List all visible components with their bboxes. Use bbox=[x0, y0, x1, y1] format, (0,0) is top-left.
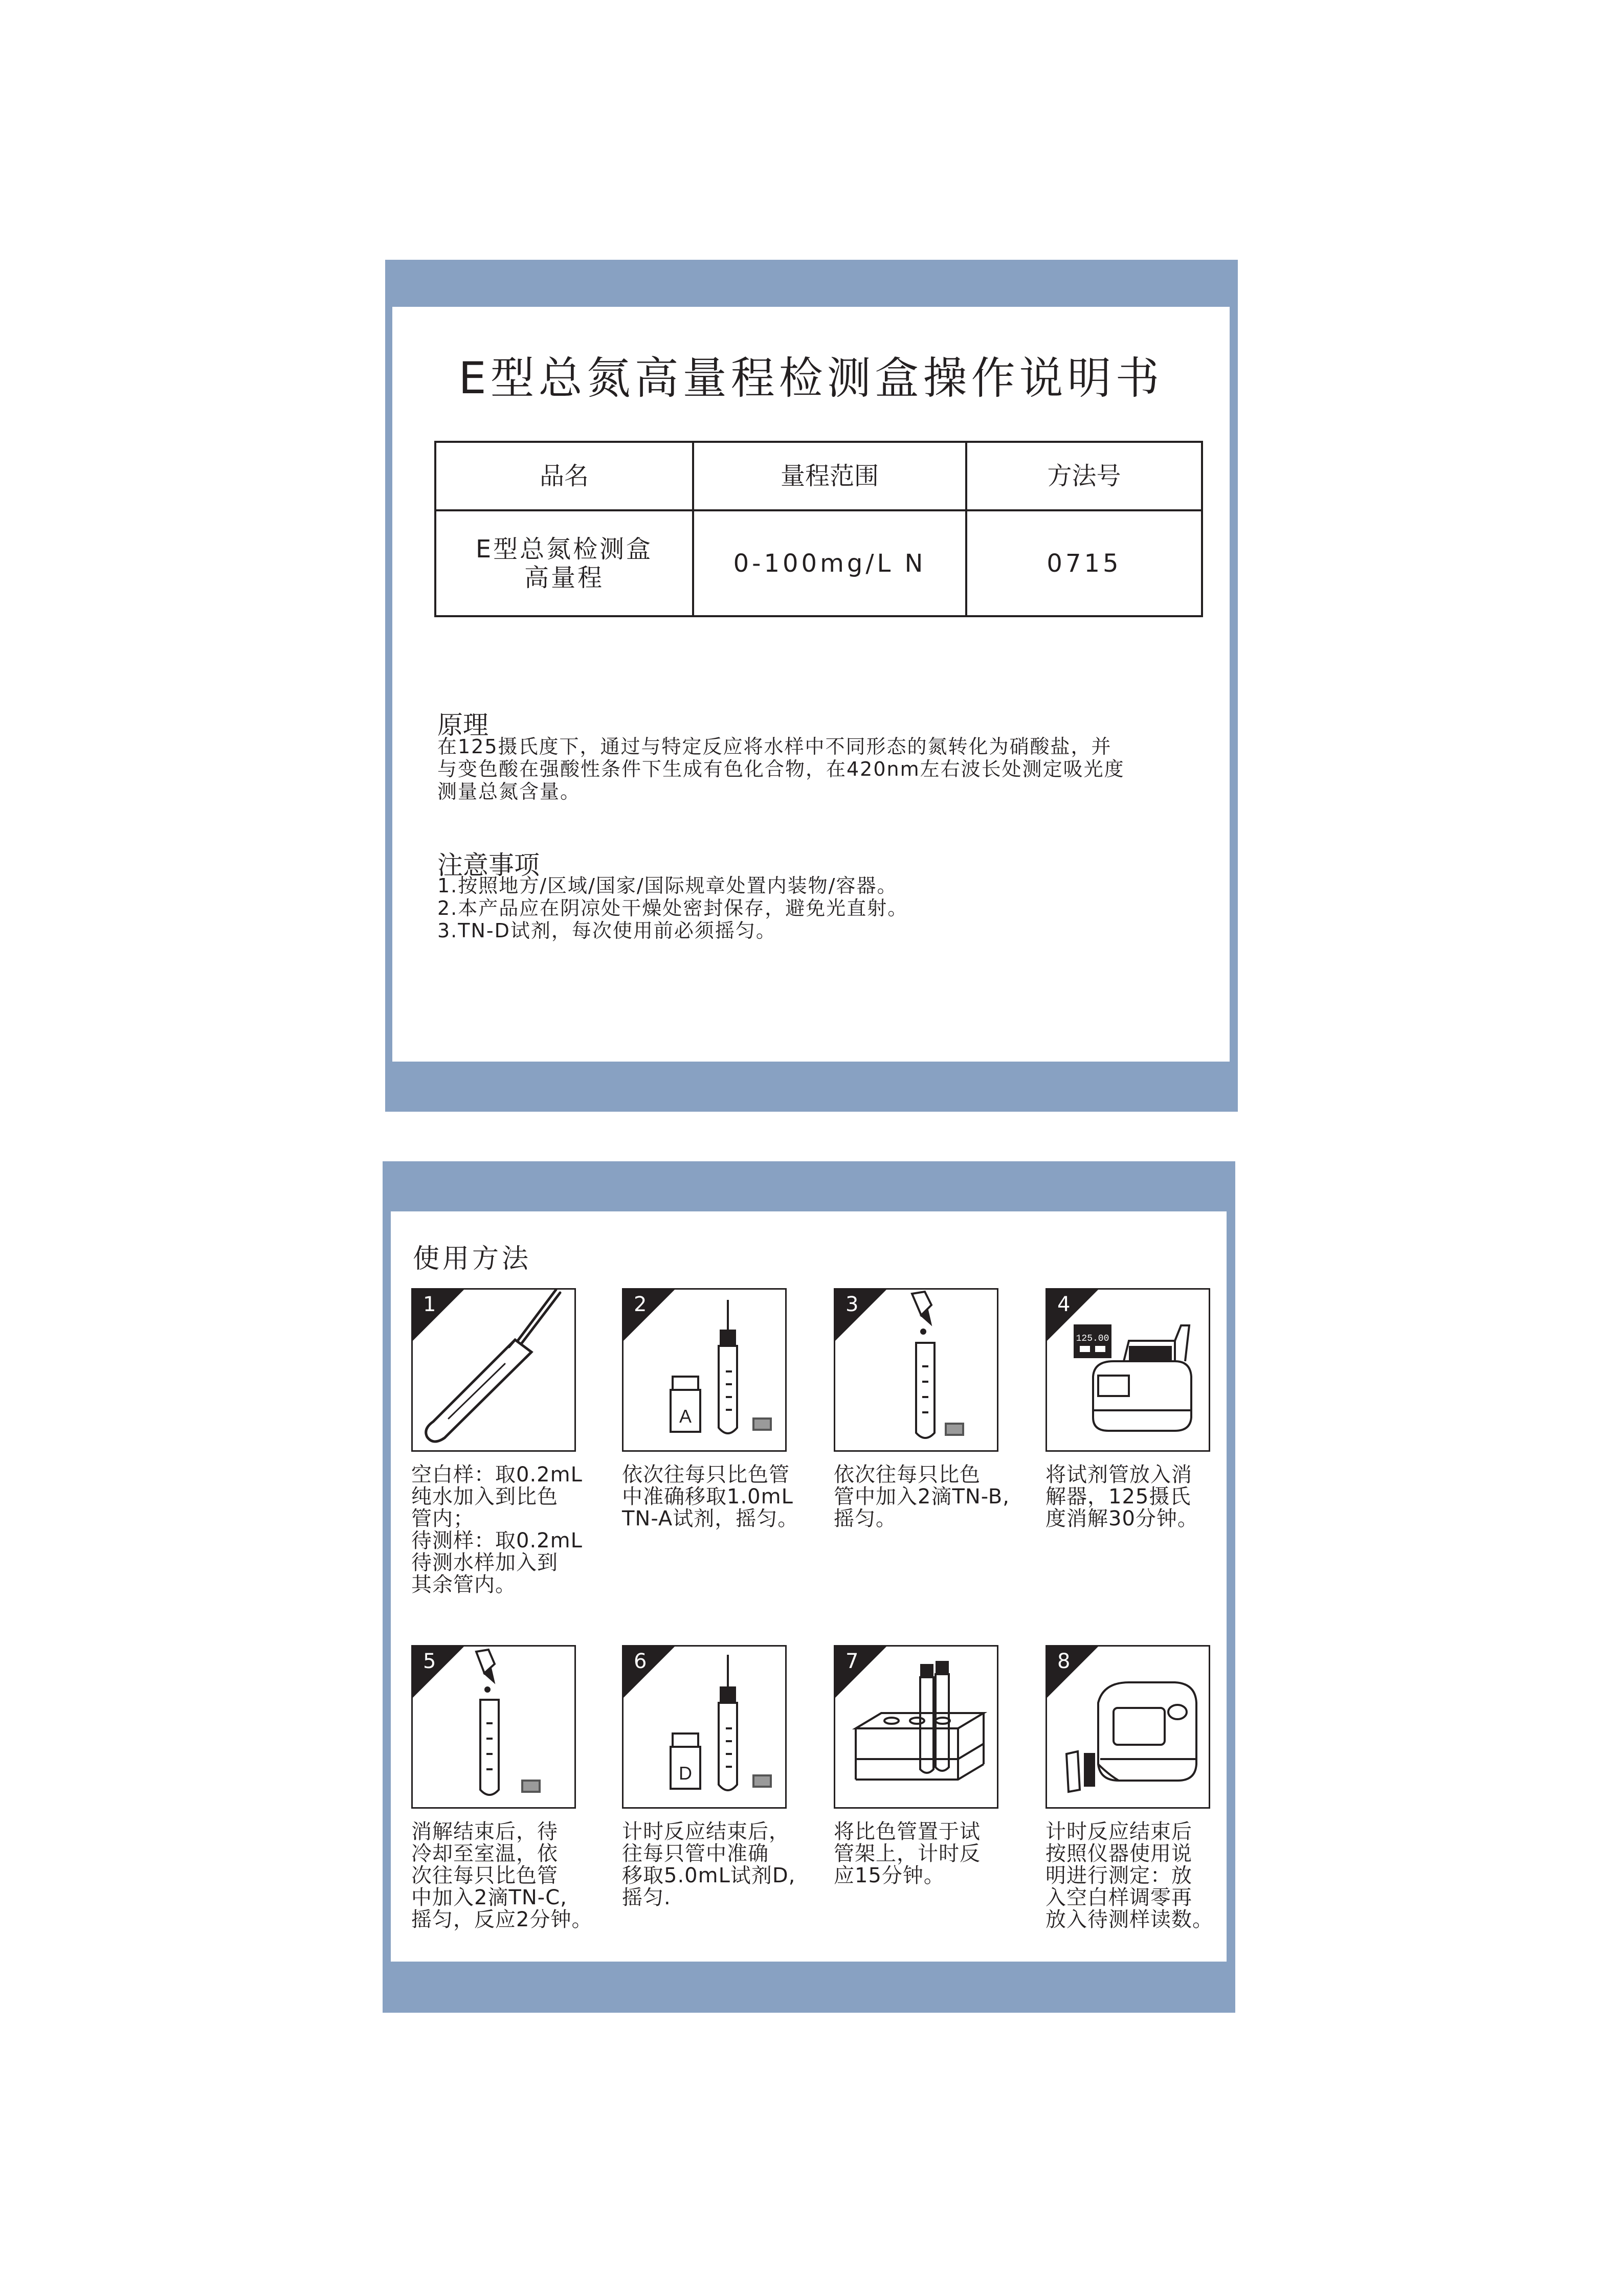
step-number: 7 bbox=[846, 1650, 859, 1673]
step-text: 消解结束后，待 冷却至室温，依 次往每只比色管 中加入2滴TN-C, 摇匀，反应2分钟。 bbox=[411, 1820, 593, 1931]
header-range: 量程范围 bbox=[693, 442, 966, 510]
step-text: 计时反应结束后 按照仪器使用说 明进行测定：放 入空白样调零再 放入待测样读数。 bbox=[1045, 1820, 1213, 1931]
step-number: 1 bbox=[423, 1293, 436, 1316]
step-number: 6 bbox=[634, 1650, 647, 1673]
usage-card-body bbox=[391, 1211, 1227, 1962]
step-4 bbox=[1045, 1288, 1209, 1530]
step-5 bbox=[411, 1645, 593, 1931]
step-7 bbox=[834, 1645, 997, 1887]
step-number: 8 bbox=[1057, 1650, 1071, 1673]
principle-line: 在125摄氏度下，通过与特定反应将水样中不同形态的氮转化为硝酸盐，并 bbox=[437, 735, 1112, 758]
step-text: 依次往每只比色管 中准确移取1.0mL TN-A试剂，摇匀。 bbox=[622, 1463, 799, 1530]
step-text: 将比色管置于试 管架上，计时反 应15分钟。 bbox=[834, 1820, 981, 1887]
step-5-illustration bbox=[411, 1645, 576, 1809]
step-6-illustration bbox=[622, 1645, 787, 1809]
cell-product-name bbox=[435, 510, 693, 616]
usage-card bbox=[383, 1161, 1235, 2013]
step-8 bbox=[1045, 1645, 1213, 1931]
step-text: 计时反应结束后， 往每只管中准确 移取5.0mL试剂D, 摇匀. bbox=[622, 1820, 796, 1909]
step-text: 将试剂管放入消 解器，125摄氏 度消解30分钟。 bbox=[1045, 1463, 1198, 1530]
step-6 bbox=[622, 1645, 796, 1909]
note-item: 1.按照地方/区域/国家/国际规章处置内装物/容器。 bbox=[437, 874, 898, 897]
spec-table bbox=[434, 441, 1203, 617]
step-number-badge bbox=[835, 1290, 886, 1341]
step-number: 4 bbox=[1057, 1293, 1071, 1316]
step-number-badge bbox=[1047, 1290, 1098, 1341]
step-4-illustration bbox=[1045, 1288, 1210, 1452]
principle-line: 测量总氮含量。 bbox=[437, 780, 581, 803]
digester-display: 125.00 bbox=[1076, 1334, 1109, 1344]
principle-body bbox=[437, 735, 1205, 803]
step-text: 空白样：取0.2mL 纯水加入到比色 管内； 待测样：取0.2mL 待测水样加入到 其余管内。 bbox=[411, 1463, 583, 1596]
step-8-illustration bbox=[1045, 1645, 1210, 1809]
principle-title: 原理 bbox=[437, 710, 488, 740]
principle-line: 与变色酸在强酸性条件下生成有色化合物，在420nm左右波长处测定吸光度 bbox=[437, 758, 1125, 780]
step-text: 依次往每只比色 管中加入2滴TN-B, 摇匀。 bbox=[834, 1463, 1010, 1530]
product-name-line2: 高量程 bbox=[524, 563, 604, 592]
cell-range: 0-100mg/L N bbox=[693, 510, 966, 616]
document-title: E型总氮高量程检测盒操作说明书 bbox=[458, 353, 1164, 404]
step-number: 5 bbox=[423, 1650, 436, 1673]
step-2 bbox=[622, 1288, 799, 1530]
header-product-name: 品名 bbox=[435, 442, 693, 510]
step-number-badge bbox=[835, 1647, 886, 1698]
spec-card-body bbox=[392, 307, 1230, 1062]
step-number-badge bbox=[413, 1290, 464, 1341]
step-number-badge bbox=[624, 1290, 675, 1341]
spec-table-row bbox=[435, 510, 1202, 616]
step-7-illustration bbox=[834, 1645, 998, 1809]
step-2-illustration bbox=[622, 1288, 787, 1452]
spec-table-header-row bbox=[435, 442, 1202, 510]
step-3 bbox=[834, 1288, 1010, 1530]
notes-body bbox=[437, 874, 1205, 942]
step-number: 3 bbox=[846, 1293, 859, 1316]
header-method: 方法号 bbox=[966, 442, 1202, 510]
cell-method: 0715 bbox=[966, 510, 1202, 616]
product-name-line1: E型总氮检测盒 bbox=[475, 534, 653, 564]
note-item: 2.本产品应在阴凉处干燥处密封保存，避免光直射。 bbox=[437, 897, 908, 919]
bottle-label: D bbox=[679, 1763, 692, 1784]
usage-title: 使用方法 bbox=[413, 1244, 532, 1274]
step-number-badge bbox=[1047, 1647, 1098, 1698]
step-number-badge bbox=[413, 1647, 464, 1698]
spec-card bbox=[385, 260, 1238, 1112]
step-1-illustration bbox=[411, 1288, 576, 1452]
notes-title: 注意事项 bbox=[437, 850, 540, 880]
step-1 bbox=[411, 1288, 583, 1596]
note-item: 3.TN-D试剂，每次使用前必须摇匀。 bbox=[437, 919, 776, 942]
step-3-illustration bbox=[834, 1288, 998, 1452]
step-number-badge bbox=[624, 1647, 675, 1698]
step-number: 2 bbox=[634, 1293, 647, 1316]
bottle-label: A bbox=[679, 1406, 692, 1427]
